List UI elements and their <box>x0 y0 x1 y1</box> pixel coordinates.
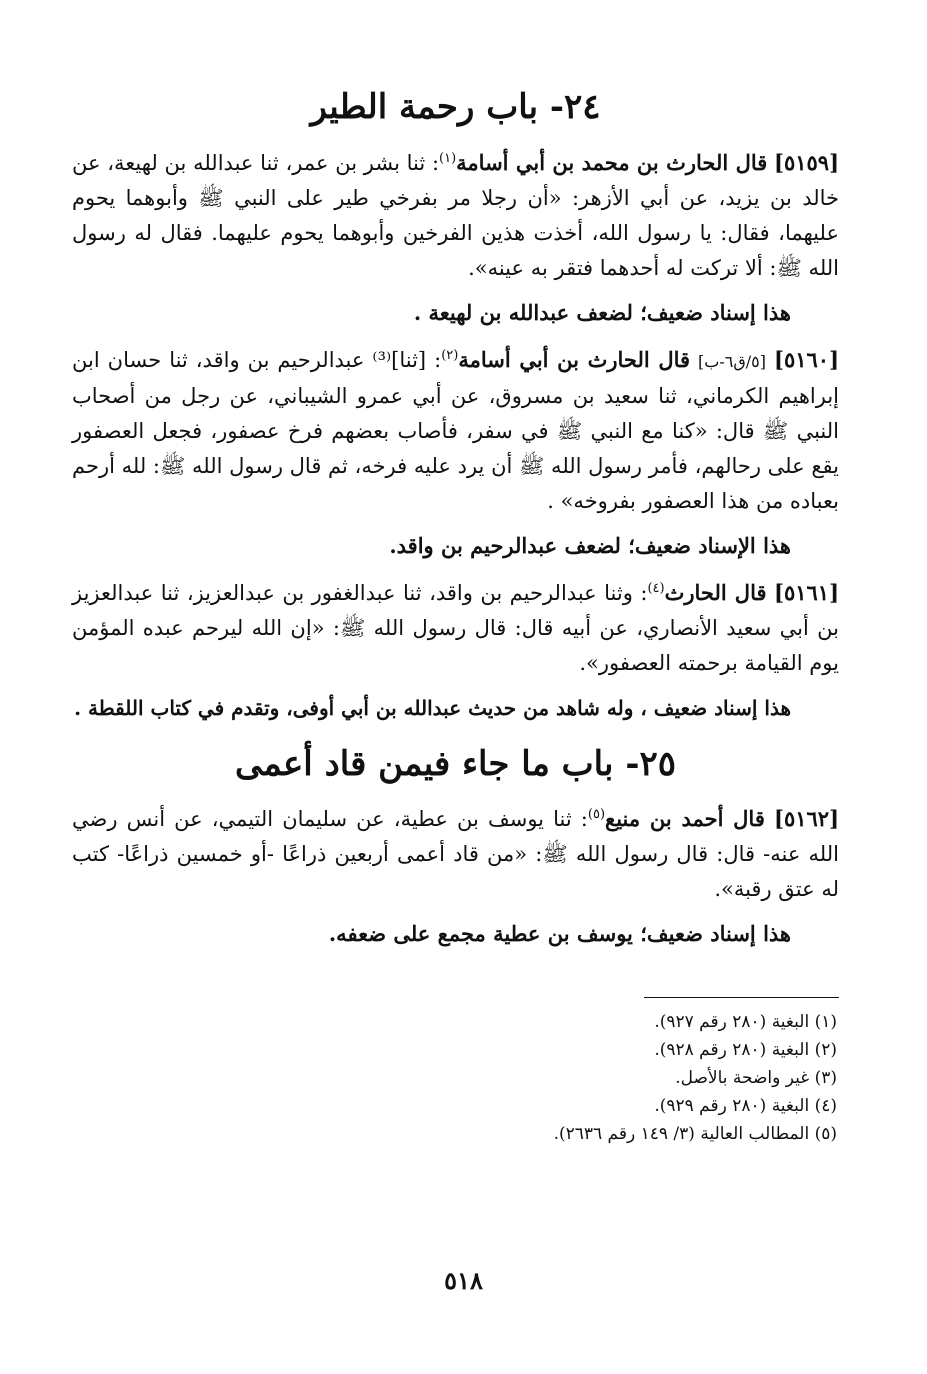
hadith-grade: هذا إسناد ضعيف؛ يوسف بن عطية مجمع على ضعفه. <box>328 921 791 946</box>
hadith-source: قال الحارث بن محمد بن أبي أسامة <box>456 149 768 175</box>
hadith-5162 <box>72 801 839 907</box>
hadith-grade: هذا الإسناد ضعيف؛ لضعف عبدالرحيم بن واقد. <box>389 532 791 558</box>
hadith-grade: هذا إسناد ضعيف؛ لضعف عبدالله بن لهيعة . <box>413 299 791 325</box>
page-number: ٥١٨ <box>444 1266 483 1295</box>
chapter-heading-24: ٢٤- باب رحمة الطير <box>310 87 601 127</box>
hadith-source: قال أحمد بن منيع <box>605 806 765 831</box>
chapter-heading-25: ٢٥- باب ما جاء فيمن قاد أعمى <box>235 743 676 784</box>
hadith-number: [٥١٦٢] <box>774 806 839 831</box>
hadith-text: : [ثنا]⁽³⁾ عبدالرحيم بن واقد، ثنا حسان ابن إبراهيم الكرماني، ثنا سعيد بن مسروق، عن أبي عمرو الشيباني، عن رجل من أصحاب النبي ﷺ قال: «كنا مع النبي ﷺ في سفر، فأصاب بعضهم فرخ عصفور، فجعل العصفور يقع على رحالهم، فأمر رسول الله ﷺ أن يرد عليه فرخه، ثم قال رسول الله ﷺ: لله أرحم بعباده من هذا العصفور بفروخه» . <box>72 347 839 513</box>
footnote-1: (١) البغية (٢٨٠ رقم ٩٢٧). <box>654 1012 837 1032</box>
hadith-source: قال الحارث بن أبي أسامة <box>458 346 691 372</box>
footnote-ref: (٢) <box>441 347 459 363</box>
hadith-grade: هذا إسناد ضعيف ، وله شاهد من حديث عبدالله بن أبي أوفى، وتقدم في كتاب اللقطة . <box>74 695 791 720</box>
hadith-number: [٥١٥٩] <box>774 149 839 175</box>
hadith-source: قال الحارث <box>664 579 767 605</box>
page-content <box>72 86 839 1148</box>
footnote-2: (٢) البغية (٢٨٠ رقم ٩٢٨). <box>654 1040 837 1060</box>
footnote-5: (٥) المطالب العالية (٣/ ١٤٩ رقم ٢٦٣٦). <box>553 1124 837 1144</box>
hadith-5161 <box>72 575 839 681</box>
hadith-text: : وثنا عبدالرحيم بن واقد، ثنا عبدالغفور بن عبدالعزيز، ثنا عبدالعزيز بن أبي سعيد الأنصاري، عن أبيه قال: قال رسول الله ﷺ: «إن الله ليرحم عبده المؤمن يوم القيامة برحمته العصفور». <box>72 580 839 675</box>
footnotes <box>72 1008 839 1148</box>
footnote-divider <box>644 997 839 998</box>
footnote-3: (٣) غير واضحة بالأصل. <box>675 1068 837 1088</box>
hadith-5159 <box>72 145 839 286</box>
hadith-5160 <box>72 342 839 519</box>
hadith-text: : ثنا يوسف بن عطية، عن سليمان التيمي، عن أنس رضي الله عنه- قال: قال رسول الله ﷺ: «من قاد أعمى أربعين ذراعًا -أو خمسين ذراعًا- كتب له عتق رقبة». <box>72 807 839 901</box>
manuscript-ref: [٥/ق٦-ب] <box>698 351 766 371</box>
hadith-number: [٥١٦١] <box>774 579 839 605</box>
footnote-ref: (١) <box>439 150 457 166</box>
hadith-number: [٥١٦٠] <box>774 346 839 372</box>
hadith-text: : ثنا بشر بن عمر، ثنا عبدالله بن لهيعة، عن خالد بن يزيد، عن أبي الأزهر: «أن رجلا مر بفرخي طير على النبي ﷺ وأبوهما يحوم عليهما، فقال: يا رسول الله، أخذت هذين الفرخين وأبوهما يحوم عليهما. فقال له رسول الله ﷺ: ألا تركت له أحدهما فتقر به عينه». <box>72 150 839 280</box>
footnote-4: (٤) البغية (٢٨٠ رقم ٩٢٩). <box>654 1096 837 1116</box>
footnote-ref: (٤) <box>647 580 665 596</box>
footnote-ref: (٥) <box>587 807 606 822</box>
